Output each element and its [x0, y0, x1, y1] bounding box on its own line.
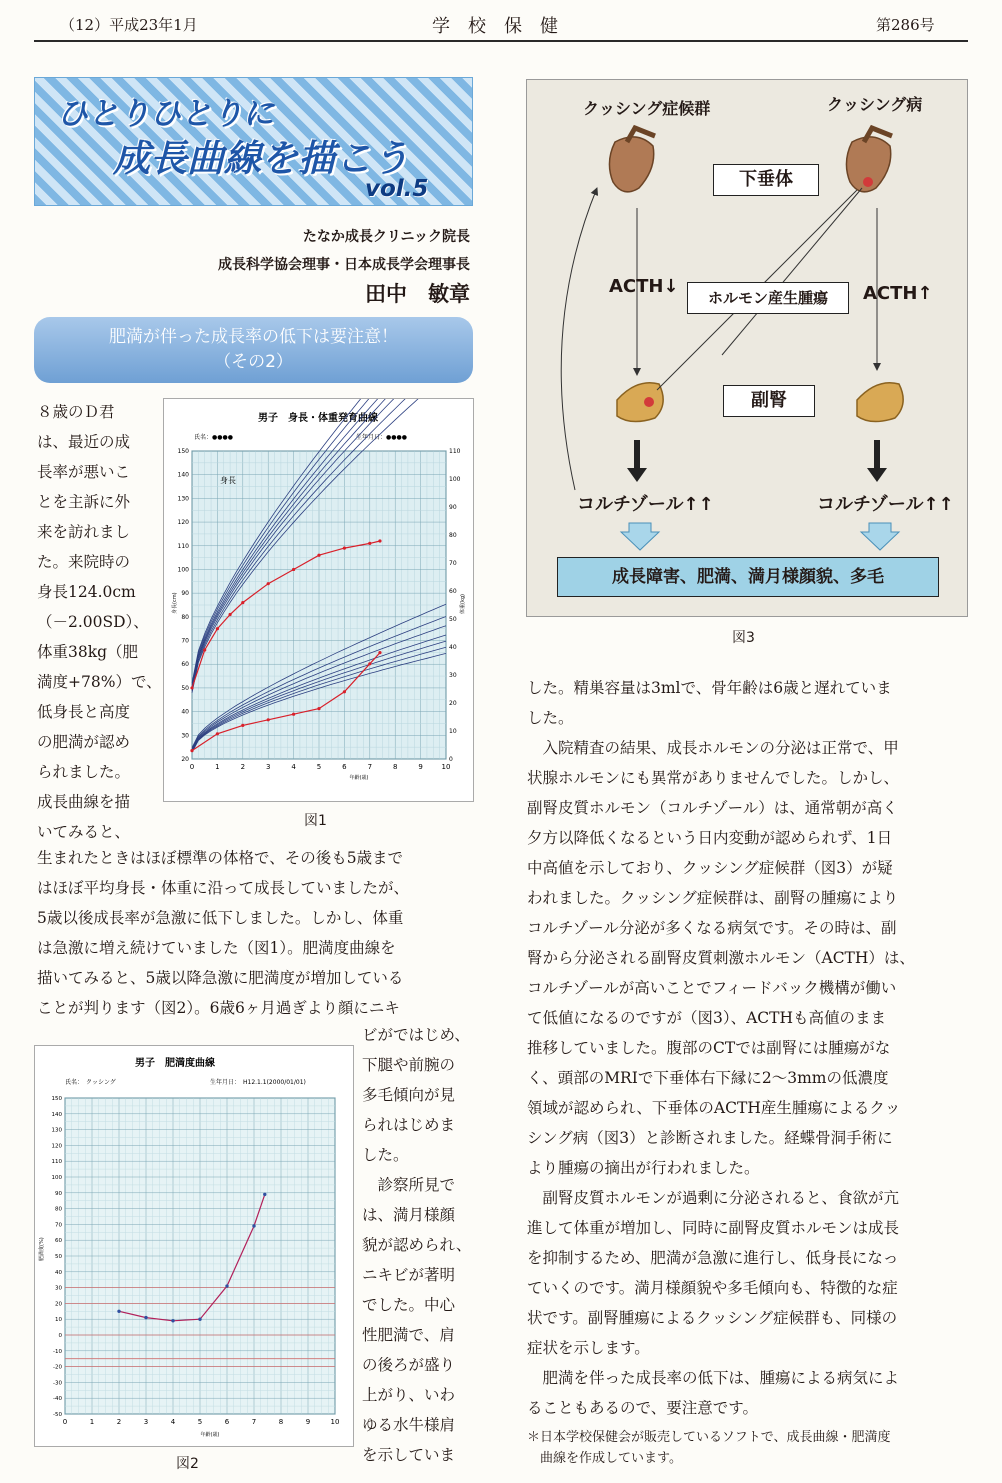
body-line: はほぼ平均身長・体重に沿って成長していましたが、 — [37, 879, 410, 897]
obesity-point — [198, 1318, 201, 1321]
y-tick-label: -50 — [53, 1412, 62, 1418]
y-tick-label-right: 90 — [449, 504, 457, 511]
y-tick-label-left: 40 — [181, 708, 189, 716]
weight-point — [241, 724, 244, 727]
y-tick-label: 90 — [55, 1190, 62, 1197]
height-point — [241, 601, 244, 604]
body-line: 5歳以後成長率が急激に低下しました。しかし、体重 — [37, 909, 404, 927]
x-tick-label: 1 — [89, 1418, 95, 1426]
cortisol-right-label: コルチゾール↑↑ — [817, 494, 954, 515]
weight-point — [267, 718, 270, 721]
height-point — [317, 554, 320, 557]
x-tick-label: 0 — [62, 1418, 68, 1426]
body-line: ていくのです。満月様顔貌や多毛傾向も、特徴的な症 — [527, 1279, 898, 1297]
figure-1-growth-chart — [163, 398, 474, 802]
weight-point — [292, 713, 295, 716]
obesity-point — [252, 1224, 255, 1227]
y-tick-label-left: 20 — [181, 756, 189, 763]
y-tick-label-left: 60 — [181, 661, 189, 669]
obesity-point — [263, 1193, 266, 1196]
x-tick-label: 10 — [330, 1418, 340, 1426]
y-tick-label-right: 110 — [449, 448, 461, 455]
y-tick-label-right: 30 — [449, 672, 457, 679]
header-rule — [34, 40, 968, 42]
header-journal-title: 学 校 保 健 — [432, 16, 558, 37]
y-tick-label-right: 80 — [449, 532, 457, 539]
body-line: した。 — [527, 709, 574, 727]
block-arrow-left — [621, 523, 659, 550]
height-point — [203, 648, 206, 651]
weight-point — [216, 732, 219, 735]
chart-title: 男子 肥満度曲線 — [135, 1058, 215, 1069]
height-point — [216, 627, 219, 630]
weight-point — [190, 749, 193, 752]
height-point — [267, 582, 270, 585]
body-line: 推移していました。腹部のCTでは副腎には腫瘍がな — [527, 1039, 891, 1057]
body-line: ８歳のＤ君 — [37, 403, 115, 421]
weight-point — [378, 651, 381, 654]
body-line: 性肥満で、肩 — [362, 1326, 455, 1344]
x-tick-label: 8 — [278, 1418, 284, 1426]
y-tick-label: 10 — [55, 1317, 62, 1324]
body-line: 成長曲線を描 — [37, 793, 131, 811]
y-tick-label: 20 — [55, 1301, 62, 1308]
x-tick-label: 2 — [116, 1418, 122, 1426]
body-line: 多毛傾向が見 — [362, 1086, 456, 1104]
height-point — [292, 568, 295, 571]
weight-point — [368, 662, 371, 665]
body-line: 進して体重が増加し、同時に副腎皮質ホルモンは成長 — [527, 1219, 900, 1237]
body-line: は、最近の成 — [37, 433, 131, 451]
body-line: 領域が認められ、下垂体のACTH産生腫瘍によるクッ — [527, 1099, 901, 1117]
figure-1-caption: 図1 — [304, 813, 327, 829]
body-line: 副腎皮質ホルモンが過剰に分泌されると、食欲が亢 — [527, 1189, 900, 1207]
y-tick-label: 80 — [55, 1206, 62, 1213]
x-tick-label: 7 — [367, 763, 373, 771]
x-tick-label: 9 — [418, 763, 423, 771]
y-tick-label-left: 80 — [181, 613, 189, 621]
y-tick-label-right: 100 — [449, 476, 461, 483]
y-tick-label-left: 70 — [181, 637, 189, 645]
height-point — [343, 547, 346, 550]
obesity-point — [171, 1319, 174, 1322]
y-tick-label: 0 — [58, 1333, 62, 1339]
block-arrow-right — [861, 523, 899, 550]
acth-low-label: ACTH↓ — [609, 276, 679, 297]
adrenal-left-icon — [617, 383, 663, 422]
body-line: ゆる水牛様肩 — [362, 1416, 456, 1434]
series-label: 身長 — [220, 476, 236, 485]
x-tick-label: 0 — [189, 763, 195, 771]
y-tick-label: 30 — [55, 1285, 62, 1292]
pituitary-box: 下垂体 — [713, 164, 819, 196]
header-issue-date: （12）平成23年1月 — [60, 16, 198, 34]
x-tick-label: 4 — [291, 763, 296, 771]
y-tick-label: 40 — [55, 1269, 62, 1276]
body-line: ることもあるので、要注意です。 — [527, 1399, 758, 1417]
body-line: いてみると、 — [37, 823, 131, 841]
body-line: ことが判ります（図2）。6歳6ヶ月過ぎより顔にニキ — [37, 999, 400, 1017]
body-right — [527, 673, 972, 1423]
x-tick-label: 6 — [224, 1418, 230, 1426]
header-issue-number: 第286号 — [876, 16, 935, 34]
body-line: 夕方以降低くなるという日内変動が認められず、1日 — [527, 829, 893, 847]
body-line: とを主訴に外 — [37, 493, 131, 511]
y-axis-label: 肥満度(%) — [39, 1237, 45, 1261]
body-line: 副腎皮質ホルモン（コルチゾール）は、通常朝が高く — [527, 799, 898, 817]
y-tick-label: 60 — [55, 1238, 62, 1245]
body-line: 腎から分泌される副腎皮質刺激ホルモン（ACTH）は、 — [527, 949, 915, 967]
y-tick-label-right: 60 — [449, 588, 457, 595]
y-tick-label-left: 140 — [177, 471, 189, 479]
figure-3-diagram — [526, 79, 968, 617]
pituitary-tumor-icon — [863, 177, 873, 187]
y-tick-label-left: 150 — [177, 448, 189, 455]
y-tick-label: 130 — [51, 1127, 62, 1134]
x-tick-label: 3 — [265, 763, 271, 771]
y-tick-label-left: 110 — [177, 542, 189, 550]
body-line: は急激に増え続けていました（図1）。肥満度曲線を — [37, 939, 396, 957]
body-line: 診察所見で — [362, 1176, 456, 1194]
obesity-point — [117, 1310, 120, 1313]
x-tick-label: 2 — [240, 763, 246, 771]
y-tick-label-right: 50 — [449, 616, 457, 623]
height-point — [368, 542, 371, 545]
y-tick-label-left: 50 — [181, 684, 189, 692]
body-line: られました。 — [37, 763, 131, 781]
y-axis-label-right: 体重(kg) — [460, 594, 466, 614]
x-tick-label: 3 — [143, 1418, 149, 1426]
section-subtitle — [34, 317, 473, 383]
body-line: した。精巣容量は3mlで、骨年齢は6歳と遅れていま — [527, 679, 892, 697]
y-tick-label-right: 10 — [449, 728, 457, 735]
line-tumor-to-pituitary — [722, 188, 862, 355]
x-tick-label: 5 — [197, 1418, 203, 1426]
body-line: 描いてみると、5歳以降急激に肥満度が増加している — [37, 969, 404, 987]
body-line: 貌が認められ、 — [362, 1236, 472, 1254]
height-point — [378, 539, 381, 542]
footnote-line1: ＊日本学校保健会が販売しているソフトで、成長曲線・肥満度 — [527, 1430, 891, 1445]
y-tick-label-left: 30 — [181, 732, 189, 740]
body-left-wide — [37, 843, 477, 1023]
body-line: て低値になるのですが（図3）、ACTHも高値のまま — [527, 1009, 887, 1027]
body-line: は、満月様顔 — [362, 1206, 456, 1224]
obesity-chart-svg — [35, 1046, 353, 1446]
x-tick-label: 5 — [316, 763, 322, 771]
body-line: 来を訪れまし — [37, 523, 131, 541]
body-line: 状です。副腎腫瘍によるクッシング症候群も、同様の — [527, 1309, 898, 1327]
body-line: 入院精査の結果、成長ホルモンの分泌は正常で、甲 — [527, 739, 899, 757]
figure-2-caption: 図2 — [176, 1456, 199, 1472]
acth-high-label: ACTH↑ — [863, 283, 933, 304]
height-point — [229, 613, 232, 616]
body-line: た。来院時の — [37, 553, 131, 571]
x-axis-label: 年齢(歳) — [349, 775, 369, 781]
author-affiliation-2: 成長科学協会理事・日本成長学会理事長 — [218, 257, 470, 273]
banner-line2: 成長曲線を描こう — [113, 137, 409, 180]
chart-title: 男子 身長・体重発育曲線 — [258, 413, 378, 424]
body-line: の後ろが盛り — [362, 1356, 456, 1374]
body-line: 状腺ホルモンにも異常がありませんでした。しかし、 — [527, 769, 900, 787]
body-line: く、頭部のMRIで下垂体右下縁に2～3mmの低濃度 — [527, 1069, 889, 1087]
y-tick-label: -40 — [53, 1396, 62, 1403]
body-line: 生まれたときはほぼ標準の体格で、その後も5歳まで — [37, 849, 404, 867]
y-tick-label: -10 — [53, 1348, 62, 1355]
figure-3-caption: 図3 — [732, 630, 755, 646]
body-left-narrow — [37, 397, 162, 847]
y-tick-label-right: 40 — [449, 644, 457, 651]
x-tick-label: 1 — [215, 763, 220, 771]
weight-point — [317, 707, 320, 710]
footnote-line2: 曲線を作成しています。 — [527, 1451, 682, 1466]
body-line: でした。中心 — [362, 1296, 456, 1314]
cushing-syndrome-title: クッシング症候群 — [583, 99, 711, 118]
birth-label: 生年月日：●●●● — [356, 434, 407, 441]
y-tick-label-left: 120 — [177, 519, 189, 527]
y-tick-label: -20 — [53, 1364, 62, 1371]
weight-point — [343, 690, 346, 693]
body-line: を抑制するため、肥満が急激に進行し、低身長になっ — [527, 1249, 899, 1267]
subtitle-line1: 肥満が伴った成長率の低下は要注意！ — [109, 327, 398, 347]
body-line: 中高値を示しており、クッシング症候群（図3）が疑 — [527, 859, 893, 877]
body-line: 低身長と高度 — [37, 703, 131, 721]
x-axis-label: 年齢(歳) — [200, 1432, 220, 1438]
subtitle-line2: （その2） — [214, 352, 293, 372]
feedback-arrow — [561, 188, 597, 490]
body-line: より腫瘍の摘出が行われました。 — [527, 1159, 760, 1177]
adrenal-box: 副腎 — [723, 385, 815, 417]
name-label: 氏名：●●●● — [194, 434, 233, 441]
banner-line1: ひとりひとりに — [57, 96, 274, 132]
y-tick-label: 120 — [51, 1143, 62, 1150]
body-line: 症状を示します。 — [527, 1339, 650, 1357]
body-line: コルチゾール分泌が多くなる病気です。その時は、副 — [527, 919, 897, 937]
body-line: 長率が悪いこ — [37, 463, 131, 481]
diagram-connectors — [527, 80, 967, 616]
adrenal-right-icon — [857, 383, 903, 422]
x-tick-label: 9 — [305, 1418, 311, 1426]
body-line: シング病（図3）と診断されました。経蝶骨洞手術に — [527, 1129, 893, 1147]
y-tick-label-right: 0 — [449, 756, 453, 763]
body-line: を示していま — [362, 1446, 456, 1464]
x-tick-label: 8 — [392, 763, 398, 771]
x-tick-label: 4 — [170, 1418, 176, 1426]
y-tick-label: 100 — [51, 1175, 62, 1181]
outcome-box: 成長障害、肥満、満月様顔貌、多毛 — [557, 557, 939, 597]
author-affiliation-1: たなか成長クリニック院長 — [302, 229, 470, 245]
growth-chart-svg — [164, 399, 473, 801]
body-line: した。 — [362, 1146, 409, 1164]
body-line: の肥満が認め — [37, 733, 131, 751]
y-tick-label: 110 — [51, 1159, 62, 1166]
x-tick-label: 7 — [251, 1418, 257, 1426]
series-banner — [34, 77, 473, 206]
y-tick-label-left: 90 — [181, 590, 189, 598]
body-line: 肥満を伴った成長率の低下は、腫瘍による病気によ — [527, 1369, 900, 1387]
body-left-narrow-2 — [362, 1020, 474, 1470]
body-line: ニキビが著明 — [362, 1266, 456, 1284]
body-line: （－2.00SD）、 — [37, 613, 149, 631]
y-tick-label-right: 20 — [449, 700, 457, 707]
birth-label: 生年月日： H12.1.1(2000/01/01) — [210, 1079, 306, 1086]
body-line: われました。クッシング症候群は、副腎の腫瘍により — [527, 889, 899, 907]
y-axis-label-left: 身長(cm) — [172, 592, 178, 614]
adrenal-tumor-icon — [644, 397, 654, 407]
tumor-box: ホルモン産生腫瘍 — [687, 282, 849, 314]
y-tick-label-right: 70 — [449, 560, 457, 567]
y-tick-label-left: 130 — [177, 495, 189, 503]
x-tick-label: 6 — [342, 763, 347, 771]
body-line: ビがではじめ、 — [362, 1026, 470, 1044]
banner-volume: vol.5 — [365, 176, 429, 202]
body-line: コルチゾールが高いことでフィードバック機構が働い — [527, 979, 897, 997]
y-tick-label: 140 — [51, 1111, 62, 1118]
pituitary-left-icon — [609, 137, 653, 192]
y-tick-label-left: 100 — [177, 566, 189, 574]
obesity-point — [225, 1284, 228, 1287]
cortisol-left-label: コルチゾール↑↑ — [577, 494, 714, 515]
figure-2-obesity-chart — [34, 1045, 354, 1447]
y-tick-label: 150 — [51, 1096, 62, 1102]
x-tick-label: 10 — [441, 763, 451, 771]
body-line: 体重38kg（肥 — [37, 643, 139, 661]
body-line: 下腿や前腕の — [362, 1056, 456, 1074]
y-tick-label: -30 — [53, 1380, 62, 1387]
cushing-disease-title: クッシング病 — [827, 95, 923, 114]
body-line: 満度+78%）で、 — [37, 673, 162, 691]
author-name: 田中 敏章 — [365, 281, 470, 306]
name-label: 氏名： クッシング — [65, 1079, 116, 1086]
obesity-point — [144, 1316, 147, 1319]
y-tick-label: 70 — [55, 1222, 62, 1229]
height-point — [190, 686, 193, 689]
body-line: られはじめま — [362, 1116, 456, 1134]
body-line: 身長124.0cm — [37, 583, 136, 601]
body-line: 上がり、いわ — [362, 1386, 456, 1404]
y-tick-label: 50 — [55, 1254, 62, 1260]
footnote — [527, 1427, 890, 1469]
